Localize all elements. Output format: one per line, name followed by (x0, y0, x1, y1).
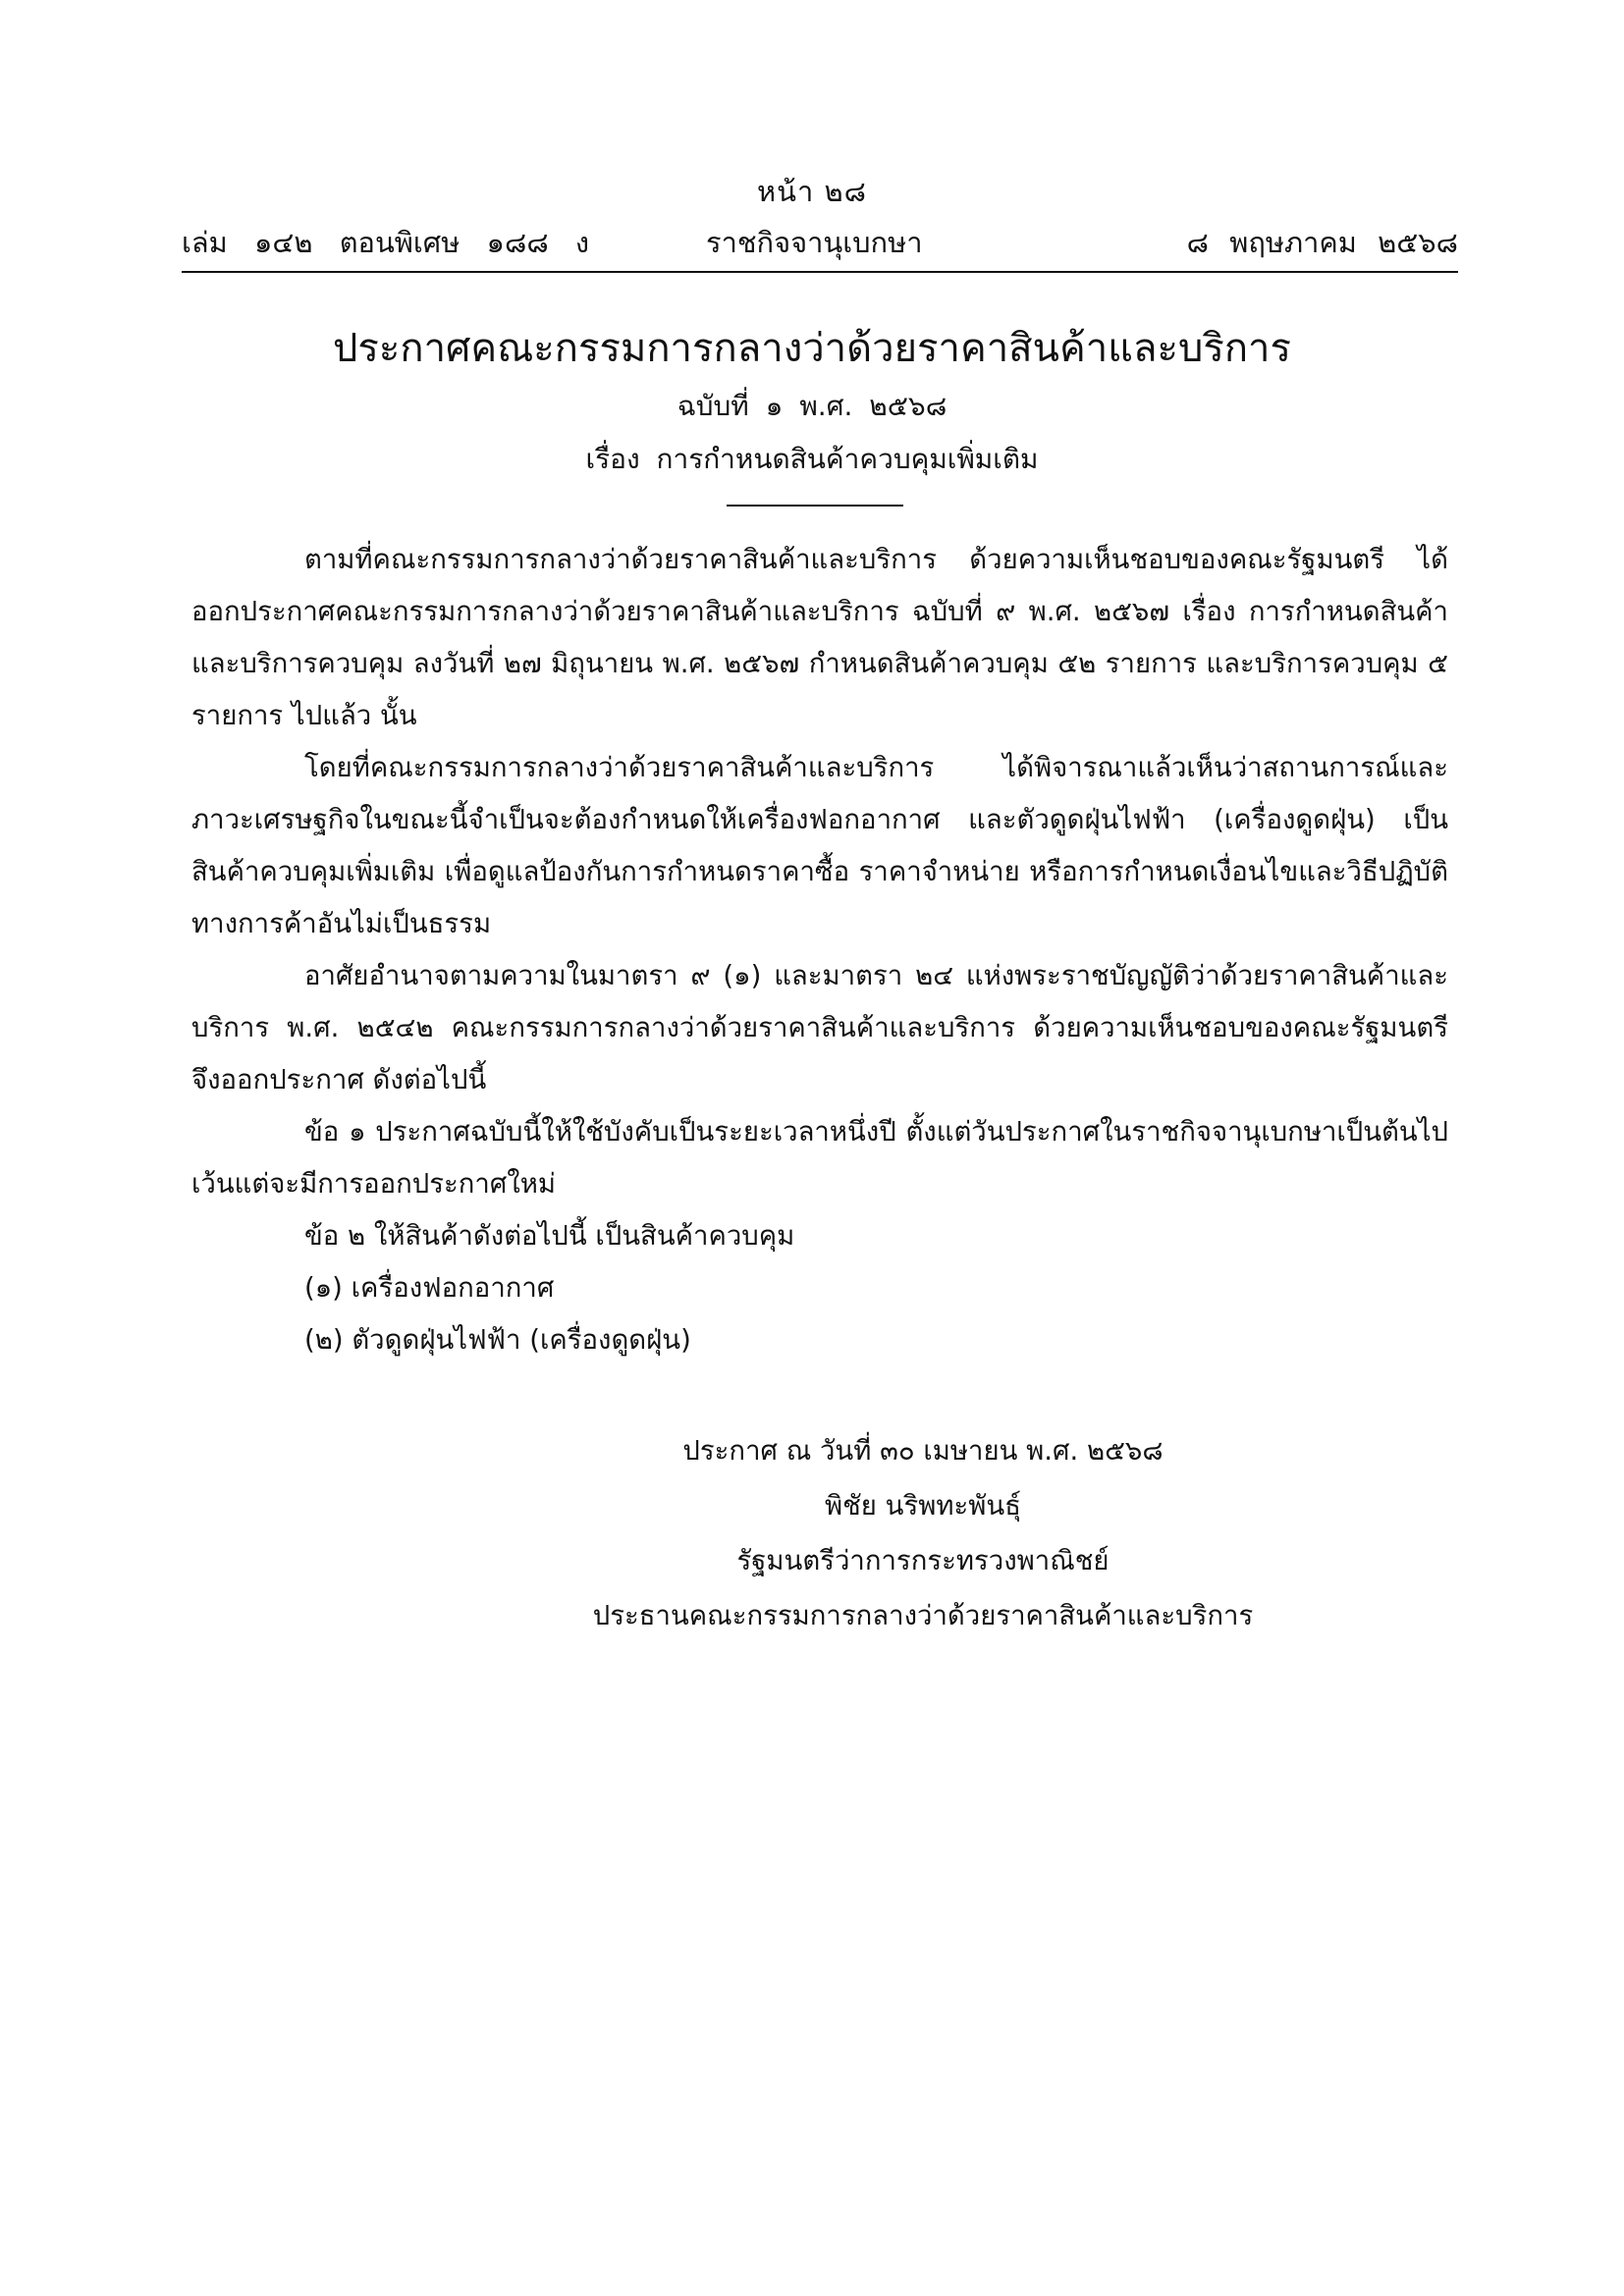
clause-2: ข้อ ๒ ให้สินค้าดังต่อไปนี้ เป็นสินค้าควบคุม (304, 1220, 795, 1252)
header-divider (182, 271, 1458, 273)
body-paragraph: ข้อ ๑ ประกาศฉบับนี้ให้ใช้บังคับเป็นระยะเวลาหนึ่งปี ตั้งแต่วันประกาศในราชกิจจานุเบกษาเป็นต้นไป เว้นแต่จะมีการออกประกาศใหม่ (191, 1116, 1448, 1200)
title-divider (727, 505, 903, 507)
announcement-body (191, 534, 1448, 1366)
volume-issue: เล่ม ๑๔๒ ตอนพิเศษ ๑๘๘ ง (182, 226, 590, 259)
signer-role: ประธานคณะกรรมการกลางว่าด้วยราคาสินค้าและบริการ (592, 1600, 1254, 1631)
controlled-item: (๒) ตัวดูดฝุ่นไฟฟ้า (เครื่องดูดฝุ่น) (304, 1324, 691, 1356)
announcement-subject: เรื่อง การกำหนดสินค้าควบคุมเพิ่มเติม (585, 443, 1039, 475)
gazette-header (182, 220, 1458, 263)
publication-date: ๘ พฤษภาคม ๒๕๖๘ (1186, 226, 1458, 259)
signer-name: พิชัย นริพทะพันธุ์ (825, 1490, 1021, 1522)
body-paragraph: โดยที่คณะกรรมการกลางว่าด้วยราคาสินค้าและบริการ ได้พิจารณาแล้วเห็นว่าสถานการณ์และภาวะเศรษฐกิจในขณะนี้จำเป็นจะต้องกำหนดให้เครื่องฟอกอากาศ และตัวดูดฝุ่นไฟฟ้า (เครื่องดูดฝุ่น) เป็นสินค้าควบคุมเพิ่มเติม เพื่อดูแลป้องกันการกำหนดราคาซื้อ ราคาจำหน่าย หรือการกำหนดเงื่อนไขและวิธีปฏิบัติทางการค้าอันไม่เป็นธรรม (191, 752, 1448, 939)
announcement-edition: ฉบับที่ ๑ พ.ศ. ๒๕๖๘ (677, 390, 947, 422)
announcement-date: ประกาศ ณ วันที่ ๓๐ เมษายน พ.ศ. ๒๕๖๘ (682, 1435, 1164, 1467)
body-paragraph: อาศัยอำนาจตามความในมาตรา ๙ (๑) และมาตรา ๒๔ แห่งพระราชบัญญัติว่าด้วยราคาสินค้าและบริการ พ.ศ. ๒๕๔๒ คณะกรรมการกลางว่าด้วยราคาสินค้าและบริการ ด้วยความเห็นชอบของคณะรัฐมนตรี จึงออกประกาศ ดังต่อไปนี้ (191, 960, 1448, 1095)
signer-position: รัฐมนตรีว่าการกระทรวงพาณิชย์ (736, 1545, 1110, 1576)
controlled-item: (๑) เครื่องฟอกอากาศ (304, 1272, 555, 1304)
signature-block (530, 1423, 1316, 1643)
gazette-name: ราชกิจจานุเบกษา (706, 226, 923, 259)
page-number: หน้า ๒๘ (757, 175, 867, 208)
announcement-title: ประกาศคณะกรรมการกลางว่าด้วยราคาสินค้าและบริการ (333, 326, 1291, 371)
body-paragraph: ตามที่คณะกรรมการกลางว่าด้วยราคาสินค้าและบริการ ด้วยความเห็นชอบของคณะรัฐมนตรี ได้ออกประกาศคณะกรรมการกลางว่าด้วยราคาสินค้าและบริการ ฉบับที่ ๙ พ.ศ. ๒๕๖๗ เรื่อง การกำหนดสินค้าและบริการควบคุม ลงวันที่ ๒๗ มิถุนายน พ.ศ. ๒๕๖๗ กำหนดสินค้าควบคุม ๕๒ รายการ และบริการควบคุม ๕ รายการ ไปแล้ว นั้น (191, 544, 1448, 731)
